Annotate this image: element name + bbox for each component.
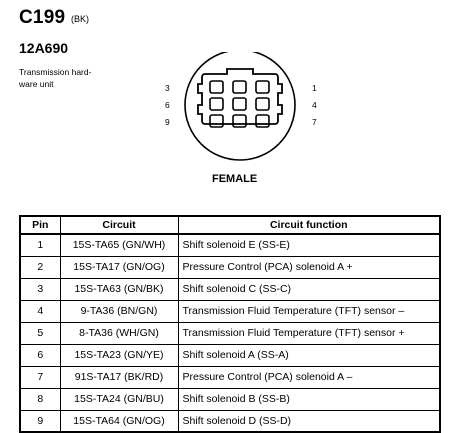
table-row bbox=[20, 366, 440, 388]
pin-label-left-top: 3 bbox=[165, 83, 170, 93]
circuit-function: Shift solenoid D (SS-D) bbox=[178, 410, 440, 432]
circuit-id: 9-TA36 (BN/GN) bbox=[60, 300, 178, 322]
circuit-id: 91S-TA17 (BK/RD) bbox=[60, 366, 178, 388]
circuit-id: 15S-TA63 (GN/BK) bbox=[60, 278, 178, 300]
circuit-function: Shift solenoid A (SS-A) bbox=[178, 344, 440, 366]
pin-cavity-4 bbox=[256, 98, 269, 110]
table-row bbox=[20, 322, 440, 344]
table-row bbox=[20, 344, 440, 366]
connector-id: C199 bbox=[19, 7, 66, 28]
table-row bbox=[20, 410, 440, 432]
pin-label-right-bottom: 7 bbox=[312, 117, 317, 127]
pin-cavity-6 bbox=[210, 98, 223, 110]
circuit-id: 15S-TA23 (GN/YE) bbox=[60, 344, 178, 366]
pin-cavity-5 bbox=[233, 98, 246, 110]
circuit-function: Pressure Control (PCA) solenoid A + bbox=[178, 256, 440, 278]
circuit-function: Pressure Control (PCA) solenoid A – bbox=[178, 366, 440, 388]
pin-label-left-middle: 6 bbox=[165, 100, 170, 110]
connector-gender: FEMALE bbox=[212, 173, 258, 185]
part-number: 12A690 bbox=[19, 40, 69, 56]
circuit-function: Shift solenoid E (SS-E) bbox=[178, 234, 440, 256]
pin-number: 5 bbox=[20, 322, 60, 344]
connector-description: Transmission hard-ware unit bbox=[19, 67, 92, 89]
connector-color-code: (BK) bbox=[71, 14, 89, 24]
circuit-function: Shift solenoid C (SS-C) bbox=[178, 278, 440, 300]
pin-number: 9 bbox=[20, 410, 60, 432]
circuit-function: Transmission Fluid Temperature (TFT) sensor + bbox=[178, 322, 440, 344]
table-header-row bbox=[20, 216, 440, 234]
circuit-id: 15S-TA24 (GN/BU) bbox=[60, 388, 178, 410]
table-row bbox=[20, 388, 440, 410]
connector-face-diagram bbox=[155, 52, 325, 172]
header-circuit-function: Circuit function bbox=[178, 216, 440, 234]
pin-cavity-2 bbox=[233, 81, 246, 93]
pin-number: 8 bbox=[20, 388, 60, 410]
pin-table bbox=[19, 215, 441, 433]
pin-cavity-9 bbox=[210, 115, 223, 127]
table-row bbox=[20, 278, 440, 300]
table-row bbox=[20, 234, 440, 256]
header-pin: Pin bbox=[20, 216, 60, 234]
table-row bbox=[20, 256, 440, 278]
pin-cavity-3 bbox=[210, 81, 223, 93]
circuit-id: 15S-TA65 (GN/WH) bbox=[60, 234, 178, 256]
circuit-id: 15S-TA64 (GN/OG) bbox=[60, 410, 178, 432]
pin-number: 2 bbox=[20, 256, 60, 278]
pin-number: 7 bbox=[20, 366, 60, 388]
circuit-id: 8-TA36 (WH/GN) bbox=[60, 322, 178, 344]
connector-face-drawing bbox=[155, 52, 325, 172]
pin-cavity-8 bbox=[233, 115, 246, 127]
header-circuit: Circuit bbox=[60, 216, 178, 234]
circuit-id: 15S-TA17 (GN/OG) bbox=[60, 256, 178, 278]
pin-cavity-7 bbox=[256, 115, 269, 127]
pin-cavity-1 bbox=[256, 81, 269, 93]
pin-number: 4 bbox=[20, 300, 60, 322]
pin-number: 1 bbox=[20, 234, 60, 256]
pin-label-left-bottom: 9 bbox=[165, 117, 170, 127]
circuit-function: Shift solenoid B (SS-B) bbox=[178, 388, 440, 410]
circuit-function: Transmission Fluid Temperature (TFT) sensor – bbox=[178, 300, 440, 322]
pin-label-right-middle: 4 bbox=[312, 100, 317, 110]
pin-number: 6 bbox=[20, 344, 60, 366]
table-row bbox=[20, 300, 440, 322]
pin-label-right-top: 1 bbox=[312, 83, 317, 93]
pin-number: 3 bbox=[20, 278, 60, 300]
